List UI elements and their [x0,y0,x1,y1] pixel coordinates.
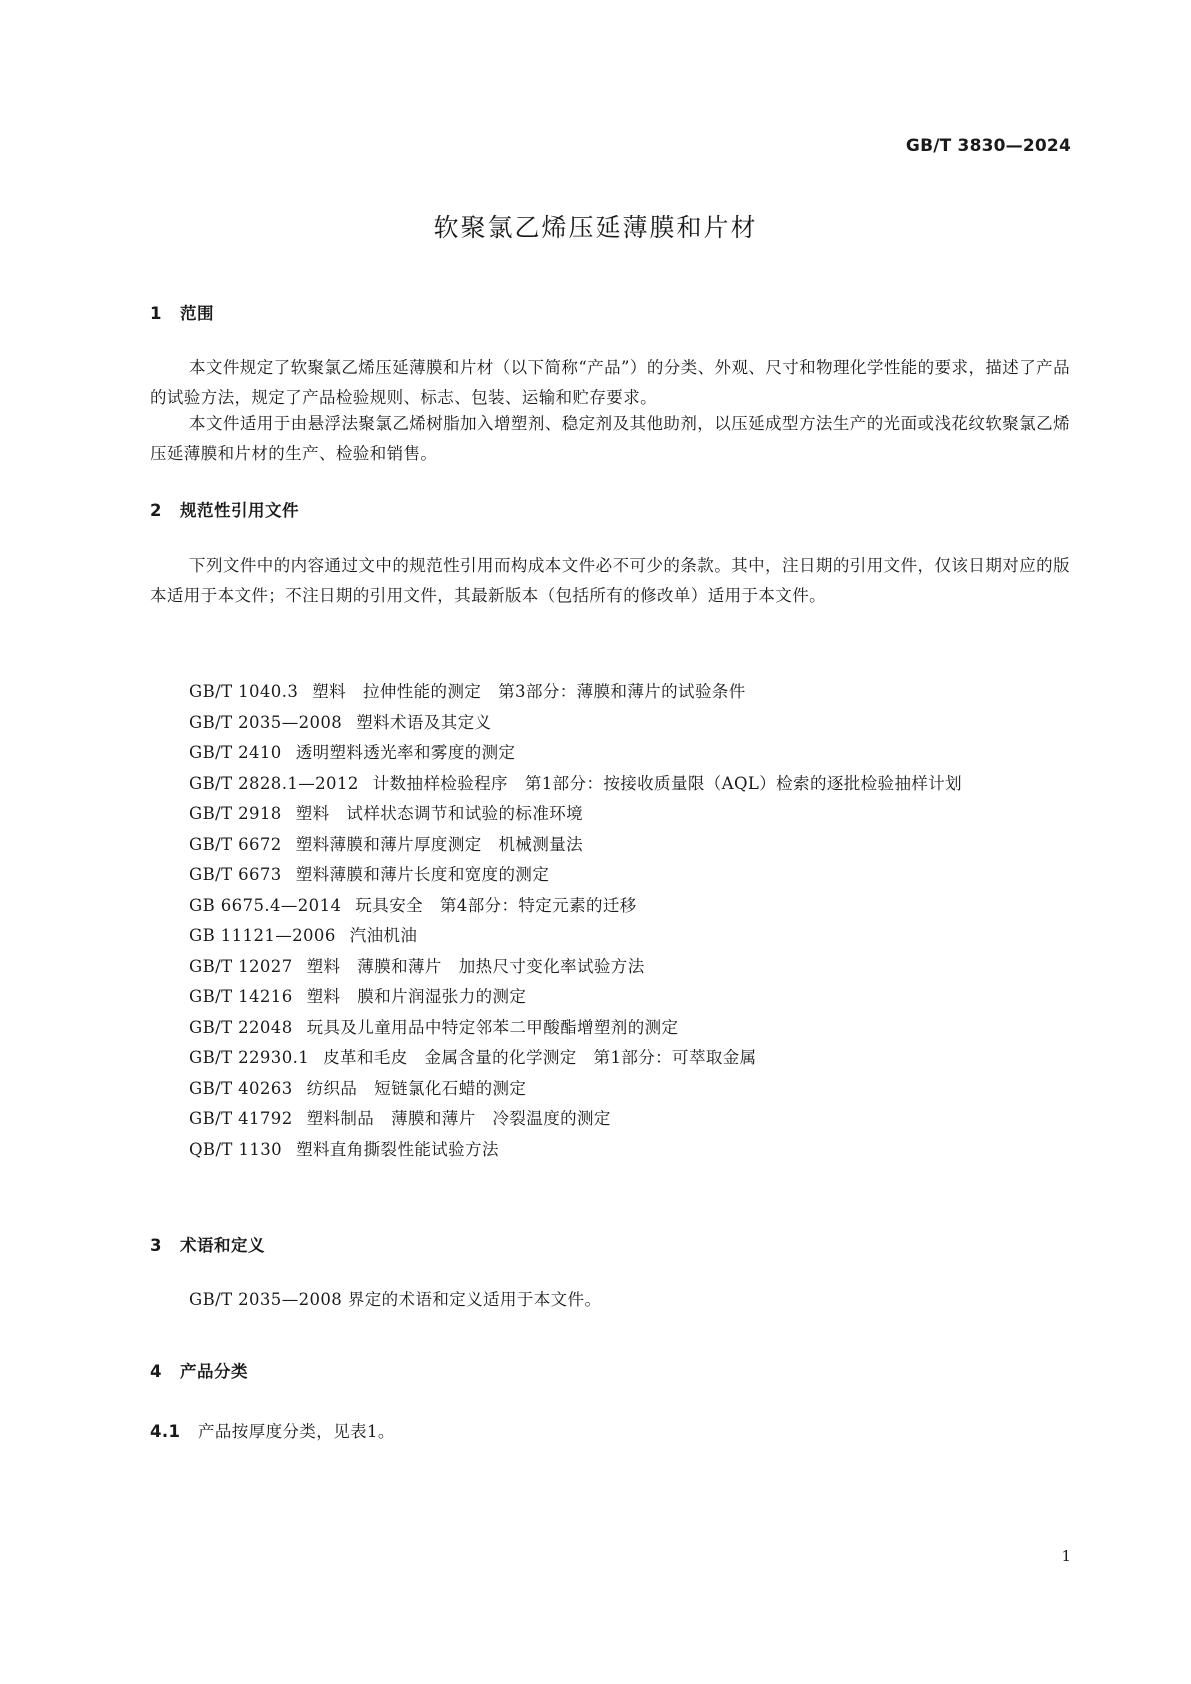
section-number: 4 [150,1362,162,1381]
reference-item [150,769,1070,800]
reference-code: GB/T 2410 [189,743,282,762]
standard-code: GB/T 3830—2024 [905,136,1071,156]
normative-refs-intro: 下列文件中的内容通过文中的规范性引用而构成本文件必不可少的条款。其中，注日期的引用文件，仅该日期对应的版本适用于本文件；不注日期的引用文件，其最新版本（包括所有的修改单）适用于本文件。 [150,556,1070,605]
clause-4-1 [150,1418,395,1442]
reference-title: 计数抽样检验程序 第1部分：按接收质量限（AQL）检索的逐批检验抽样计划 [372,773,963,793]
reference-code: GB/T 6673 [189,865,282,884]
section-1-heading [150,300,214,324]
section-2-heading [150,497,299,521]
reference-item [150,1135,1070,1166]
section-title: 规范性引用文件 [180,501,299,520]
reference-list [150,677,1070,1165]
reference-item [150,1074,1070,1105]
reference-code: GB/T 41792 [189,1109,293,1128]
section-3-heading [150,1232,265,1256]
reference-item [150,860,1070,891]
reference-title: 塑料 膜和片润湿张力的测定 [306,987,527,1006]
section-title: 范围 [180,304,214,323]
reference-item [150,952,1070,983]
document-title: 软聚氯乙烯压延薄膜和片材 [433,213,758,242]
reference-title: 塑料术语及其定义 [356,712,492,732]
reference-code: GB/T 22048 [189,1017,293,1037]
section-number: 3 [150,1236,162,1255]
reference-item [150,982,1070,1013]
reference-code: QB/T 1130 [189,1139,283,1159]
reference-code: GB 6675.4—2014 [189,895,342,915]
reference-item [150,1043,1070,1074]
reference-item [150,921,1070,952]
scope-paragraph-1: 本文件规定了软聚氯乙烯压延薄膜和片材（以下简称“产品”）的分类、外观、尺寸和物理化学性能的要求，描述了产品的试验方法，规定了产品检验规则、标志、包装、运输和贮存要求。 [150,358,1070,407]
reference-item [150,677,1070,708]
terms-paragraph: GB/T 2035—2008 界定的术语和定义适用于本文件。 [189,1290,602,1309]
reference-title: 塑料 薄膜和薄片 加热尺寸变化率试验方法 [306,956,645,976]
reference-code: GB/T 12027 [189,956,293,976]
reference-title: 纺织品 短链氯化石蜡的测定 [306,1078,527,1098]
reference-title: 汽油机油 [349,926,418,945]
scope-paragraph-2: 本文件适用于由悬浮法聚氯乙烯树脂加入增塑剂、稳定剂及其他助剂，以压延成型方法生产的光面或浅花纹软聚氯乙烯压延薄膜和片材的生产、检验和销售。 [150,414,1070,463]
reference-code: GB/T 6672 [189,834,282,854]
reference-code: GB 11121—2006 [189,926,336,945]
clause-number: 4.1 [150,1422,181,1441]
reference-code: GB/T 2828.1—2012 [189,773,359,793]
reference-code: GB/T 40263 [189,1078,293,1098]
section-number: 2 [150,501,162,520]
reference-item [150,799,1070,830]
page-number: 1 [1061,1547,1071,1565]
section-number: 1 [150,304,162,323]
reference-code: GB/T 22930.1 [189,1048,310,1067]
reference-code: GB/T 1040.3 [189,682,299,701]
reference-title: 塑料制品 薄膜和薄片 冷裂温度的测定 [306,1109,611,1128]
reference-item [150,891,1070,922]
reference-title: 塑料 试样状态调节和试验的标准环境 [295,804,584,823]
reference-title: 塑料薄膜和薄片长度和宽度的测定 [295,865,550,884]
reference-code: GB/T 2918 [189,804,282,823]
section-title: 术语和定义 [180,1236,265,1255]
reference-item [150,1104,1070,1135]
reference-item [150,738,1070,769]
reference-code: GB/T 2035—2008 [189,712,343,732]
reference-title: 玩具安全 第4部分：特定元素的迁移 [355,895,637,915]
reference-code: GB/T 14216 [189,987,293,1006]
reference-title: 塑料 拉伸性能的测定 第3部分：薄膜和薄片的试验条件 [312,682,746,701]
reference-title: 皮革和毛皮 金属含量的化学测定 第1部分：可萃取金属 [323,1048,757,1067]
section-4-heading [150,1358,248,1382]
reference-item [150,708,1070,739]
clause-text: 产品按厚度分类，见表1。 [198,1422,395,1441]
reference-item [150,1013,1070,1044]
reference-title: 玩具及儿童用品中特定邻苯二甲酸酯增塑剂的测定 [306,1017,679,1037]
reference-title: 塑料薄膜和薄片厚度测定 机械测量法 [295,834,584,854]
reference-title: 塑料直角撕裂性能试验方法 [296,1139,499,1159]
section-title: 产品分类 [180,1362,248,1381]
reference-title: 透明塑料透光率和雾度的测定 [295,743,516,762]
reference-item [150,830,1070,861]
